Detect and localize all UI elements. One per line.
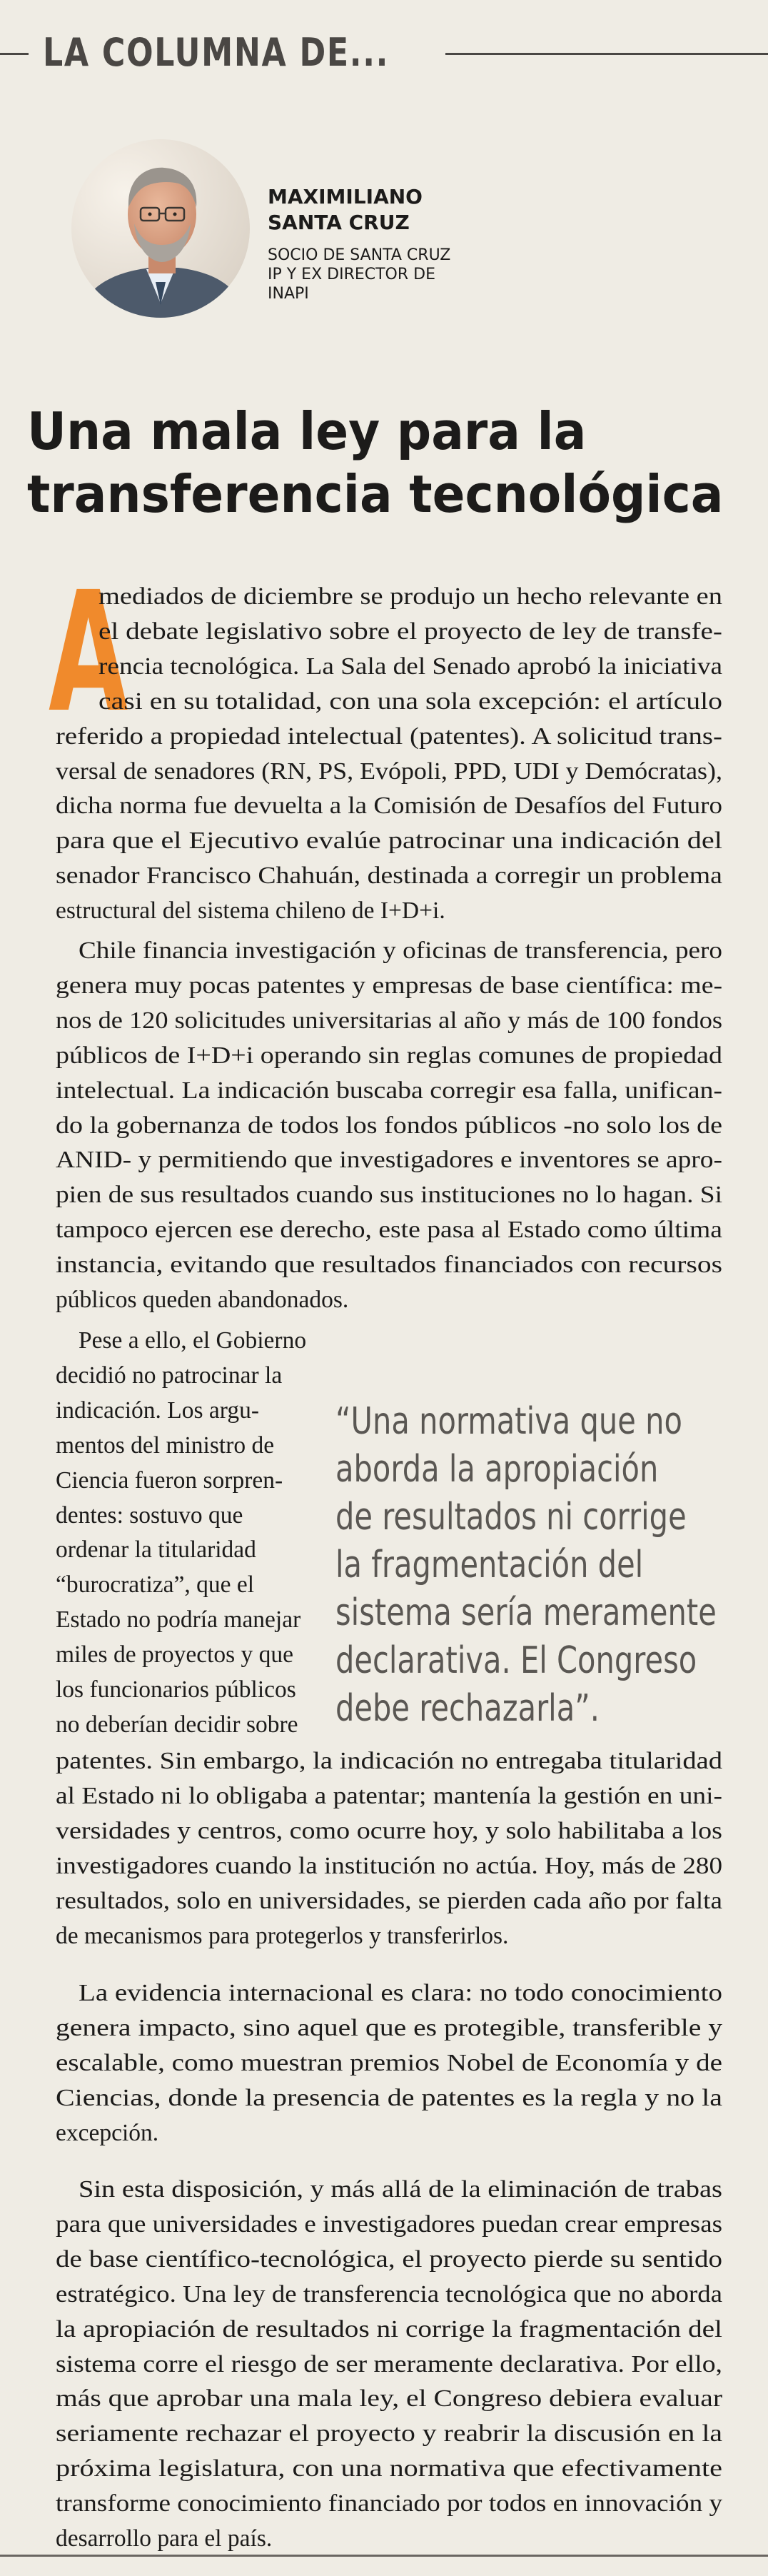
body-text-line: más que aprobar una mala ley, el Congreso debiera evaluar xyxy=(56,2385,723,2413)
body-text-line: el debate legislativo sobre el proyecto de ley de transfe- xyxy=(98,618,722,645)
body-text-line: Sin esta disposición, y más allá de la eliminación de trabas xyxy=(79,2176,722,2203)
body-text-line: seriamente rechazar el proyecto y reabrir la discusión en la xyxy=(56,2420,723,2447)
drop-cap: A xyxy=(49,556,128,749)
author-role-line2: IP Y EX DIRECTOR DE xyxy=(268,266,435,283)
body-text-line: instancia, evitando que resultados financiados con recursos xyxy=(56,1252,722,1279)
body-text-line: de base científico-tecnológica, el proyecto pierde su sentido xyxy=(56,2245,722,2273)
body-text-line: “burocratiza”, que el xyxy=(56,1571,255,1599)
body-text-line: referido a propiedad intelectual (patentes). A solicitud trans- xyxy=(56,723,722,750)
pull-quote xyxy=(335,1398,735,1733)
pull-quote-line: de resultados ni corrige xyxy=(335,1496,687,1539)
body-text-line: Chile financia investigación y oficinas de transferencia, pero xyxy=(79,937,723,964)
author-role-line3: INAPI xyxy=(268,285,309,303)
body-text-line: estructural del sistema chileno de I+D+i. xyxy=(56,897,445,925)
body-text-line: la apropiación de resultados ni corrige la fragmentación del xyxy=(56,2315,722,2343)
body-text-line: públicos de I+D+i operando sin reglas comunes de propiedad xyxy=(56,1042,722,1069)
body-text-line: mediados de diciembre se produjo un hecho relevante en xyxy=(98,583,722,610)
body-text-line: al Estado ni lo obligaba a patentar; mantenía la gestión en uni- xyxy=(56,1782,722,1809)
body-text-line: dentes: sostuvo que xyxy=(56,1501,243,1529)
body-text-line: miles de proyectos y que xyxy=(56,1641,294,1669)
body-text-line: excepción. xyxy=(56,2119,159,2146)
bottom-rule xyxy=(0,2555,768,2557)
pull-quote-line: aborda la apropiación xyxy=(335,1448,659,1491)
body-text-line: Estado no podría manejar xyxy=(56,1606,301,1634)
author-name-line2: SANTA CRUZ xyxy=(268,211,410,234)
body-text-line: ANID- y permitiendo que investigadores e inventores se apro- xyxy=(56,1147,722,1174)
body-text-line: casi en su totalidad, con una sola excepción: el artículo xyxy=(98,688,723,715)
body-text-line: versal de senadores (RN, PS, Evópoli, PPD, UDI y Demócratas), xyxy=(56,758,722,785)
headline-line2: transferencia tecnológica xyxy=(27,464,724,524)
headline-line1: Una mala ley para la xyxy=(27,401,587,461)
author-portrait-illustration xyxy=(71,139,250,318)
headline xyxy=(27,400,741,525)
body-text-line: de mecanismos para protegerlos y transferirlos. xyxy=(56,1922,509,1949)
body-text-line: tampoco ejercen ese derecho, este pasa al Estado como última xyxy=(56,1217,723,1244)
header-rule-right xyxy=(445,53,768,55)
body-text-line: do la gobernanza de todos los fondos públicos -no solo los de xyxy=(56,1112,723,1139)
header-rule-left xyxy=(0,53,29,55)
body-text-line: decidió no patrocinar la xyxy=(56,1362,283,1389)
body-text-line: Ciencias, donde la presencia de patentes es la regla y no la xyxy=(56,2084,722,2111)
body-text-line: públicos queden abandonados. xyxy=(56,1287,349,1313)
body-text-line: senador Francisco Chahuán, destinada a corregir un problema xyxy=(56,862,722,890)
pull-quote-line: la fragmentación del xyxy=(335,1544,644,1586)
body-text-line: para que el Ejecutivo evalúe patrocinar una indicación del xyxy=(56,827,722,855)
pull-quote-line: “Una normativa que no xyxy=(335,1400,682,1443)
body-text-line: próxima legislatura, con una normativa que efectivamente xyxy=(56,2455,722,2482)
author-name xyxy=(268,184,423,236)
body-text-line: ordenar la titularidad xyxy=(56,1536,256,1564)
body-text-line: no deberían decidir sobre xyxy=(56,1711,298,1738)
author-name-line1: MAXIMILIANO xyxy=(268,185,423,208)
body-text-line: indicación. Los argu- xyxy=(56,1397,259,1424)
body-text-line: estratégico. Una ley de transferencia tecnológica que no aborda xyxy=(56,2280,723,2308)
pull-quote-line: debe rechazarla”. xyxy=(335,1687,600,1730)
body-text-line: nos de 120 solicitudes universitarias al año y más de 100 fondos xyxy=(56,1007,723,1034)
body-text-line: versidades y centros, como ocurre hoy, y solo habilitaba a los xyxy=(56,1817,722,1844)
body-text-line: Pese a ello, el Gobierno xyxy=(79,1327,307,1354)
section-header xyxy=(0,29,768,75)
body-text-line: rencia tecnológica. La Sala del Senado aprobó la iniciativa xyxy=(98,653,723,680)
body-text-line: escalable, como muestran premios Nobel de Economía y de xyxy=(56,2049,722,2076)
body-text-line: patentes. Sin embargo, la indicación no entregaba titularidad xyxy=(56,1748,723,1774)
body-text-line: genera impacto, sino aquel que es protegible, transferible y xyxy=(56,2014,723,2041)
body-text-line: La evidencia internacional es clara: no todo conocimiento xyxy=(79,1980,722,2006)
body-text-line: sistema corre el riesgo de ser meramente declarativa. Por ello, xyxy=(56,2350,722,2378)
section-title: LA COLUMNA DE... xyxy=(43,30,390,75)
body-text-line: intelectual. La indicación buscaba corregir esa falla, unifican- xyxy=(56,1077,723,1104)
body-text-line: pien de sus resultados cuando sus instituciones no lo hagan. Si xyxy=(56,1182,723,1209)
body-text-line: Ciencia fueron sorpren- xyxy=(56,1466,283,1494)
body-text-line: dicha norma fue devuelta a la Comisión de Desafíos del Futuro xyxy=(56,793,722,820)
body-text-line: mentos del ministro de xyxy=(56,1432,275,1459)
body-text-line: resultados, solo en universidades, se pierden cada año por falta xyxy=(56,1887,722,1914)
author-photo xyxy=(71,139,250,318)
body-text-line: transforme conocimiento financiado por todos en innovación y xyxy=(56,2490,723,2517)
author-role xyxy=(268,246,525,303)
pull-quote-line: sistema sería meramente xyxy=(335,1591,717,1634)
body-text-line: investigadores cuando la institución no actúa. Hoy, más de 280 xyxy=(56,1852,723,1879)
body-text-line: desarrollo para el país. xyxy=(56,2525,273,2552)
body-text-line: para que universidades e investigadores puedan crear empresas xyxy=(56,2210,723,2238)
body-text-line: los funcionarios públicos xyxy=(56,1676,296,1703)
author-role-line1: SOCIO DE SANTA CRUZ xyxy=(268,246,451,264)
pull-quote-line: declarativa. El Congreso xyxy=(335,1639,697,1682)
body-text-line: genera muy pocas patentes y empresas de base científica: me- xyxy=(56,972,723,999)
